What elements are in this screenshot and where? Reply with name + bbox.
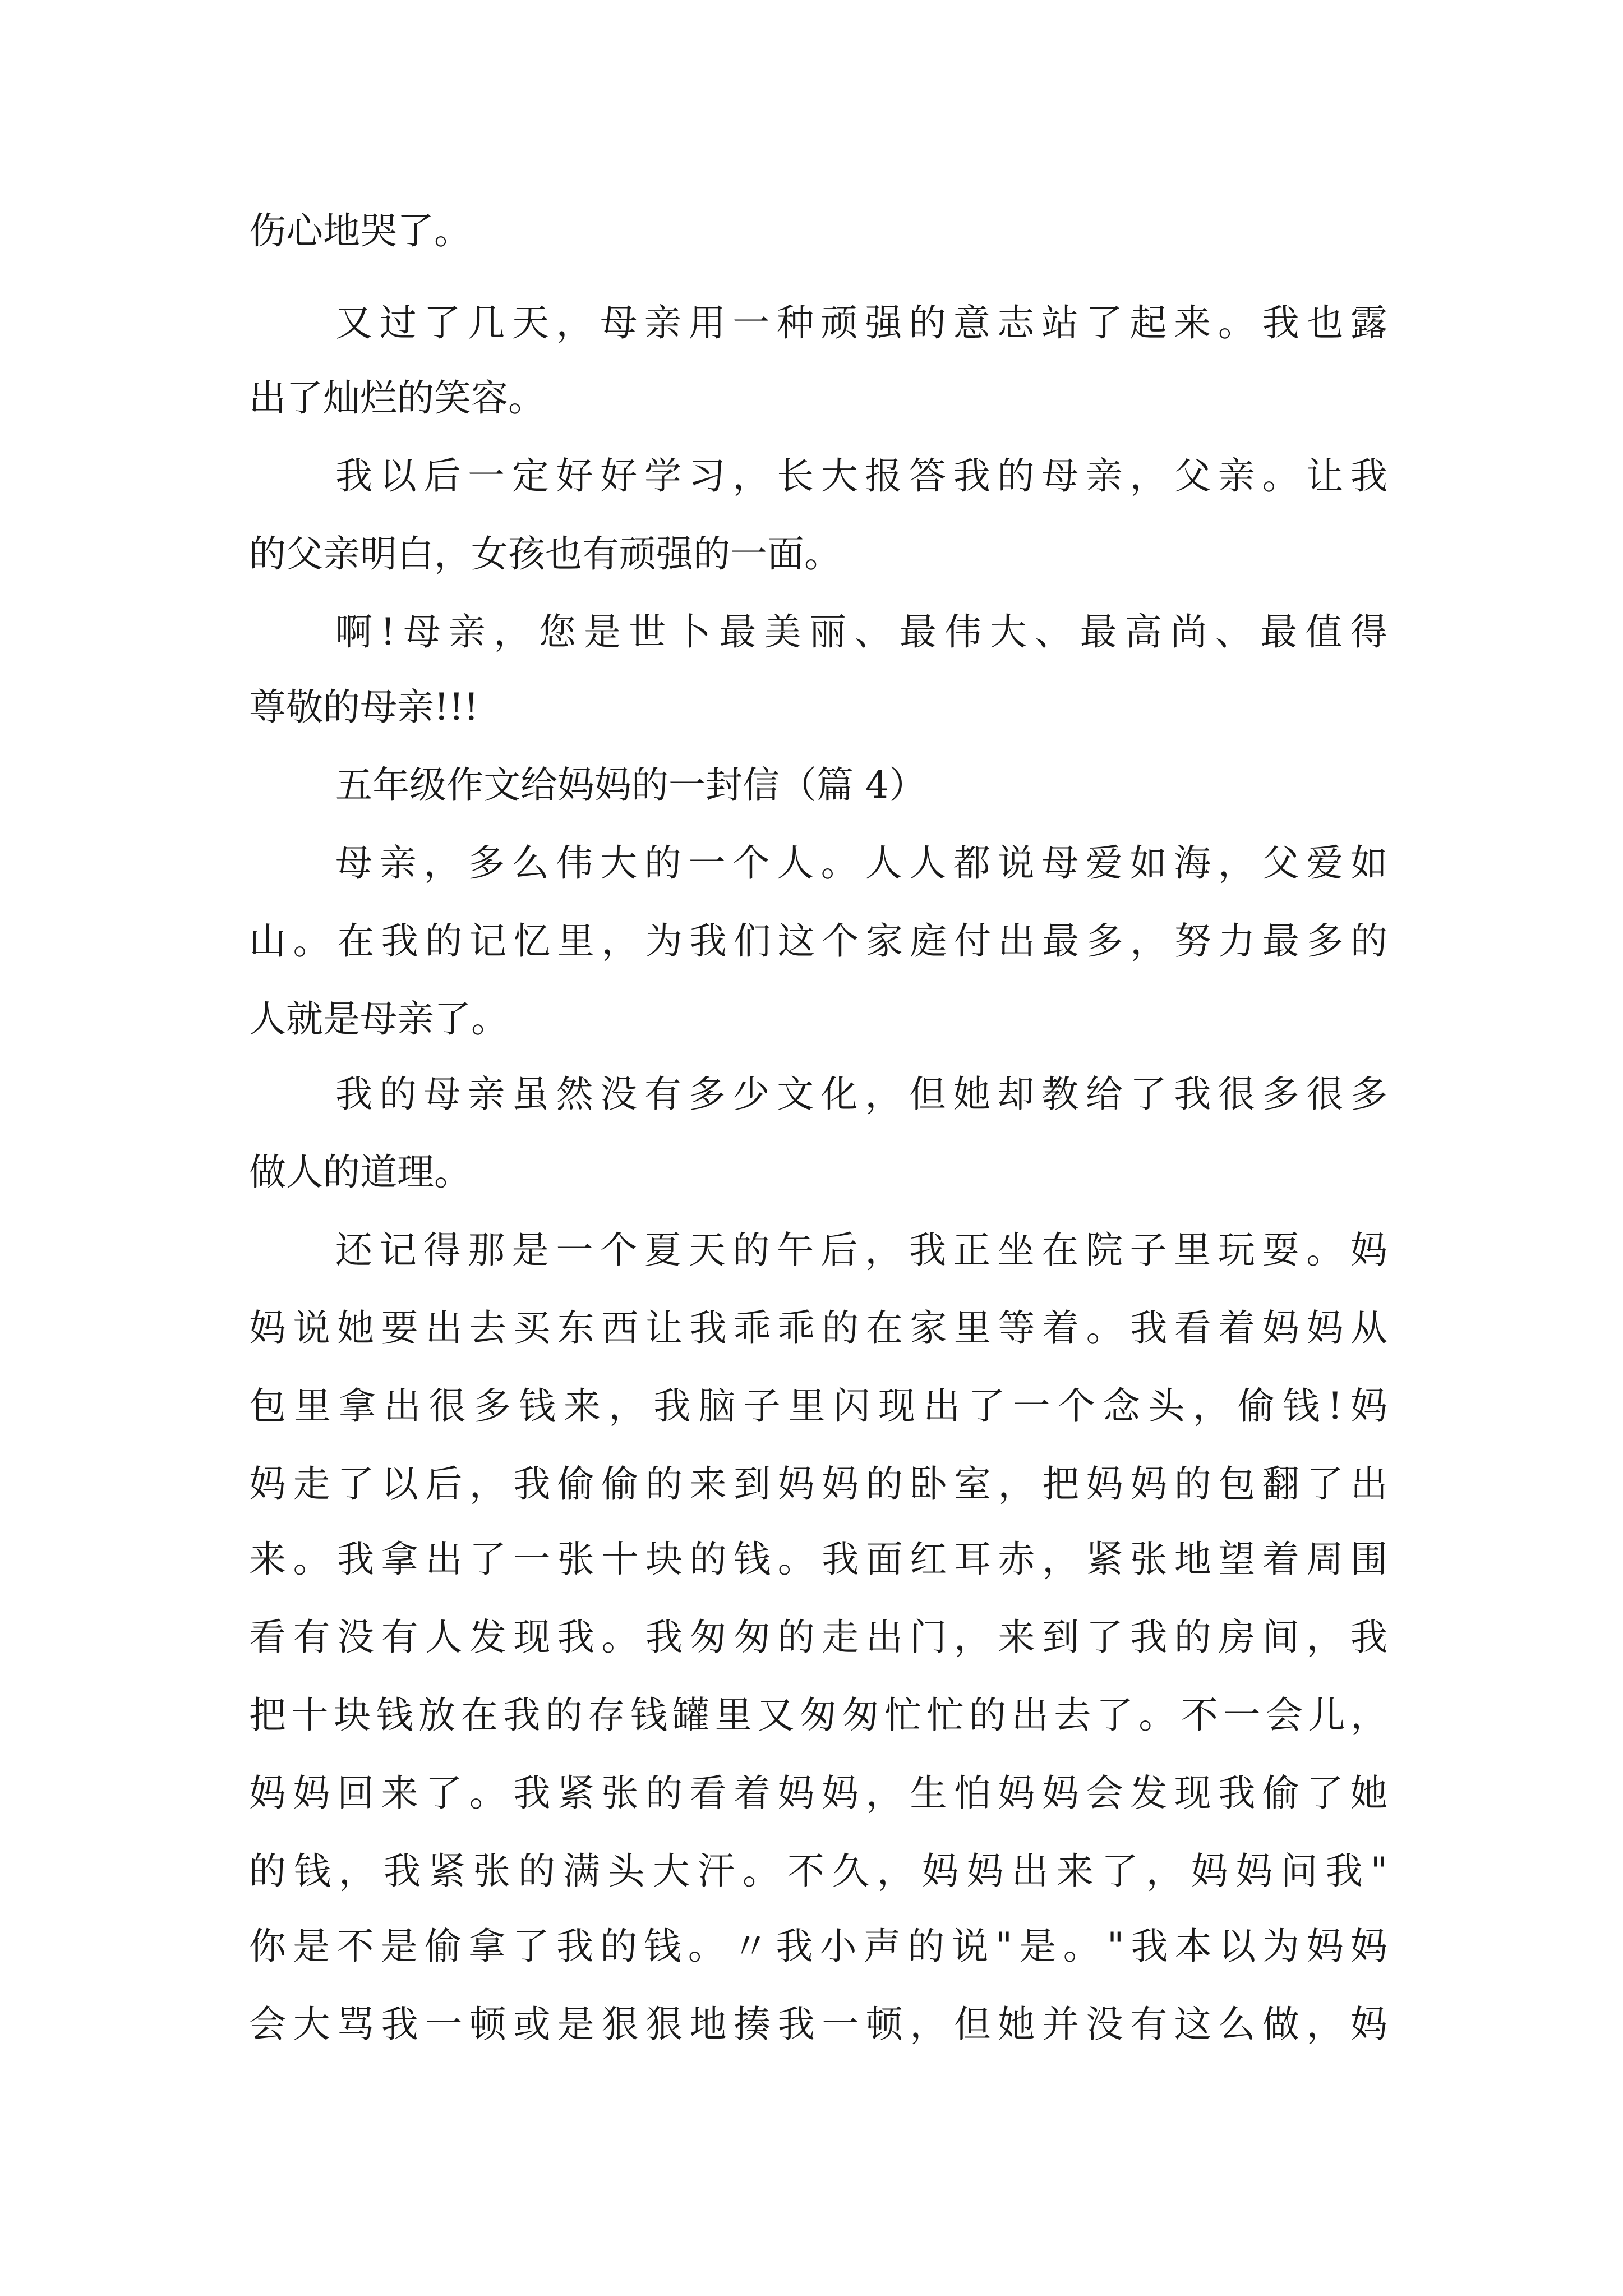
paragraph-first-line: 母亲，多么伟大的一个人。人人都说母爱如海，父爱如 [335,841,1387,885]
text-line: 做人的道理。 [249,1151,471,1194]
paragraph-first-line: 我以后一定好好学习，长大报答我的母亲，父亲。让我 [335,454,1387,498]
paragraph-first-line: 啊!母亲，您是世卜最美丽、最伟大、最高尚、最值得 [335,610,1387,654]
paragraph-first-line: 又过了几天，母亲用一种顽强的意志站了起来。我也露 [335,301,1387,344]
paragraph-first-line: 还记得那是一个夏天的午后，我正坐在院子里玩耍。妈 [335,1228,1387,1272]
text-line: 出了灿烂的笑容。 [249,376,545,420]
paragraph-first-line: 我的母亲虽然没有多少文化，但她却教给了我很多很多 [335,1073,1387,1116]
text-line: 山。在我的记忆里，为我们这个家庭付出最多，努力最多的 [249,919,1387,963]
text-line: 伤心地哭了。 [249,209,471,252]
text-line: 人就是母亲了。 [249,997,508,1041]
text-line: 的父亲明白，女孩也有顽强的一面。 [249,532,841,576]
text-line: 把十块钱放在我的存钱罐里又匆匆忙忙的出去了。不一会儿， [249,1694,1387,1737]
text-line: 看有没有人发现我。我匆匆的走出门，来到了我的房间，我 [249,1616,1387,1659]
text-line: 尊敬的母亲!!! [249,685,479,729]
text-line: 包里拿出很多钱来，我脑子里闪现出了一个念头，偷钱!妈 [249,1384,1387,1428]
section-heading: 五年级作文给妈妈的一封信（篇 4） [335,763,926,807]
text-line: 来。我拿出了一张十块的钱。我面红耳赤，紧张地望着周围 [249,1538,1387,1581]
text-line: 会大骂我一顿或是狠狠地揍我一顿，但她并没有这么做，妈 [249,2003,1387,2046]
text-line: 妈走了以后，我偷偷的来到妈妈的卧室，把妈妈的包翻了出 [249,1462,1387,1506]
text-line: 的钱，我紧张的满头大汗。不久，妈妈出来了，妈妈问我" [249,1849,1387,1893]
text-line: 你是不是偷拿了我的钱。〃我小声的说"是。"我本以为妈妈 [249,1925,1387,1968]
text-line: 妈说她要出去买东西让我乖乖的在家里等着。我看着妈妈从 [249,1306,1387,1350]
text-line: 妈妈回来了。我紧张的看着妈妈，生怕妈妈会发现我偷了她 [249,1772,1387,1815]
